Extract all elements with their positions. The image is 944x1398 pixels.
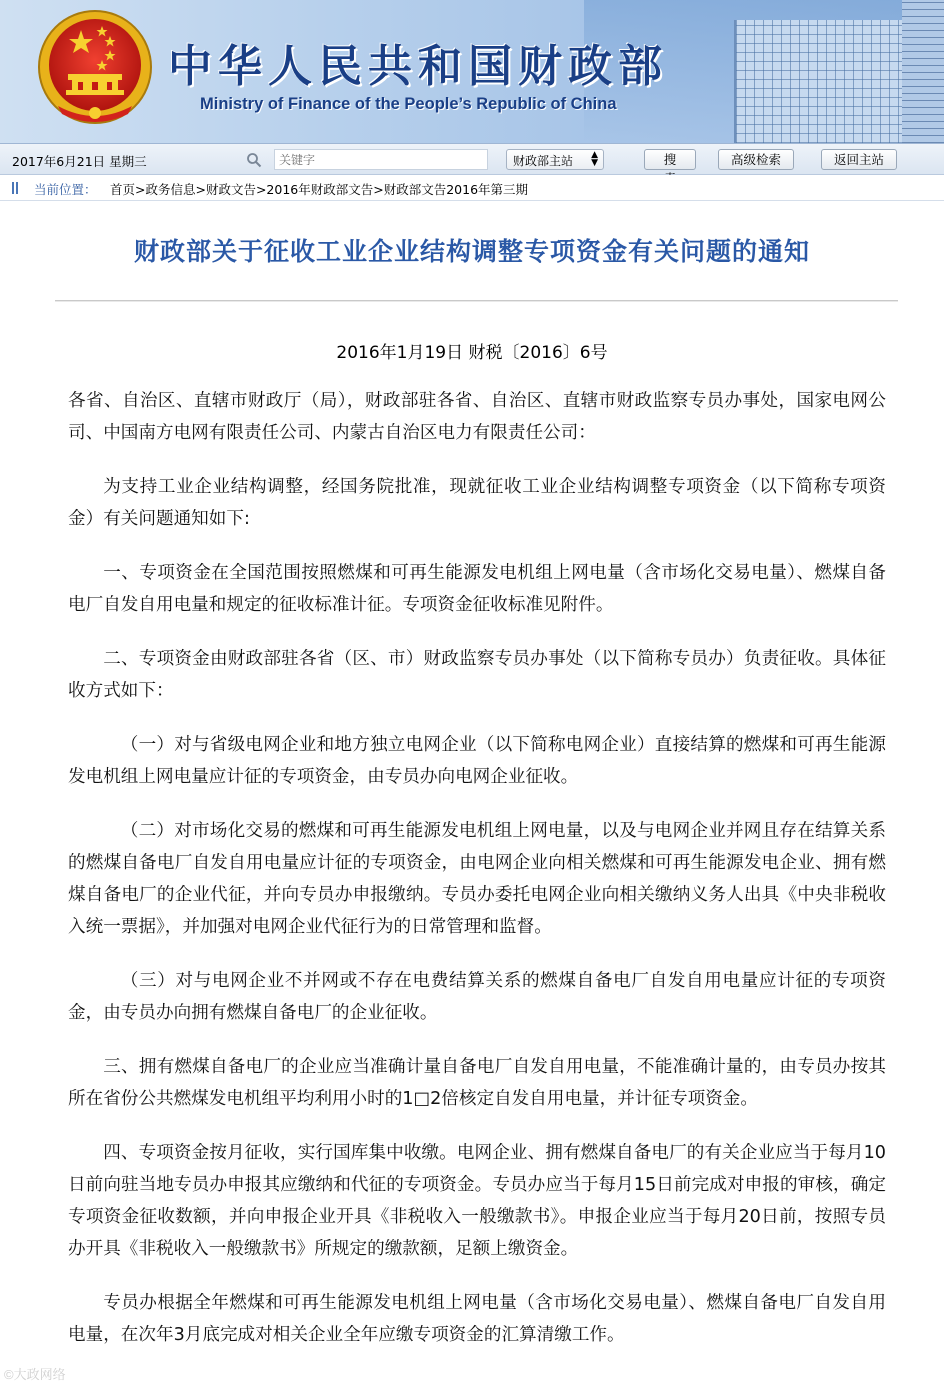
site-select[interactable] xyxy=(506,149,604,170)
paragraph-recipients: 各省、自治区、直辖市财政厅（局），财政部驻各省、自治区、直辖市财政监察专员办事处，国家电网公司、中国南方电网有限责任公司、内蒙古自治区电力有限责任公司： xyxy=(68,391,886,443)
breadcrumb-label: 当前位置： xyxy=(34,182,97,197)
paragraph-item-4: 四、专项资金按月征收，实行国库集中收缴。电网企业、拥有燃煤自备电厂的有关企业应当于每月10日前向驻当地专员办申报其应缴纳和代征的专项资金。专员办应当于每月15日前完成对申报的审核，确定专项资金征收数额，并向申报企业开具《非税收入一般缴款书》。申报企业应当于每月20日前，按照专员办开具《非税收入一般缴款书》所规定的缴款额，足额上缴资金。 xyxy=(68,1143,886,1259)
paragraph-intro: 为支持工业企业结构调整，经国务院批准，现就征收工业企业结构调整专项资金（以下简称专项资金）有关问题通知如下: xyxy=(68,477,886,529)
current-date: 2017年6月21日 星期三 xyxy=(12,154,147,169)
site-banner xyxy=(0,0,944,143)
breadcrumb-marker-icon xyxy=(12,182,18,194)
banner-building-edge xyxy=(902,0,944,143)
breadcrumb-path[interactable]: 首页>政务信息>财政文告>2016年财政部文告>财政部文告2016年第三期 xyxy=(110,182,529,197)
updown-arrows-icon: ▲ ▼ xyxy=(591,150,598,168)
search-icon xyxy=(246,152,262,168)
paragraph-item-3: 三、拥有燃煤自备电厂的企业应当准确计量自备电厂自发自用电量，不能准确计量的，由专员办按其所在省份公共燃煤发电机组平均利用小时的1□2倍核定自发自用电量，并计征专项资金。 xyxy=(68,1057,886,1109)
search-button[interactable]: 搜 xyxy=(644,149,696,170)
site-title-en: Ministry of Finance of the People’s Republic of China xyxy=(200,95,617,113)
paragraph-item-4-settlement: 专员办根据全年燃煤和可再生能源发电机组上网电量（含市场化交易电量）、燃煤自备电厂自发自用电量，在次年3月底完成对相关企业全年应缴专项资金的汇算清缴工作。 xyxy=(68,1293,886,1345)
site-select-value: 财政部主站 xyxy=(513,154,574,168)
national-emblem-icon xyxy=(36,8,154,126)
banner-building-graphic xyxy=(734,20,904,143)
breadcrumb xyxy=(0,175,944,201)
article-title: 财政部关于征收工业企业结构调整专项资金有关问题的通知 xyxy=(133,237,810,266)
search-input[interactable] xyxy=(274,149,488,170)
document-date-number: 2016年1月19日 财税〔2016〕6号 xyxy=(336,343,608,363)
advanced-search-button[interactable]: 高级检索 xyxy=(718,149,794,170)
paragraph-item-1: 一、专项资金在全国范围按照燃煤和可再生能源发电机组上网电量（含市场化交易电量）、燃煤自备电厂自发自用电量和规定的征收标准计征。专项资金征收标准见附件。 xyxy=(68,563,886,615)
paragraph-item-2: 二、专项资金由财政部驻各省（区、市）财政监察专员办事处（以下简称专员办）负责征收。具体征收方式如下： xyxy=(68,649,886,701)
site-title-cn: 中华人民共和国财政部 xyxy=(168,41,668,92)
top-toolbar xyxy=(0,143,944,175)
watermark: ©大政网络 xyxy=(4,1367,66,1382)
paragraph-item-2-2: （二）对市场化交易的燃煤和可再生能源发电机组上网电量，以及与电网企业并网且存在结算关系的燃煤自备电厂自发自用电量应计征的专项资金，由电网企业向相关燃煤和可再生能源发电企业、拥有燃煤自备电厂的企业代征，并向专员办申报缴纳。专员办委托电网企业向相关缴纳义务人出具《中央非税收入统一票据》，并加强对电网企业代征行为的日常管理和监督。 xyxy=(68,821,886,937)
paragraph-item-2-3: （三）对与电网企业不并网或不存在电费结算关系的燃煤自备电厂自发自用电量应计征的专项资金，由专员办向拥有燃煤自备电厂的企业征收。 xyxy=(68,971,886,1023)
paragraph-item-2-1: （一）对与省级电网企业和地方独立电网企业（以下简称电网企业）直接结算的燃煤和可再生能源发电机组上网电量应计征的专项资金，由专员办向电网企业征收。 xyxy=(68,735,886,787)
title-divider xyxy=(55,300,898,302)
article-body xyxy=(68,385,886,1373)
back-to-home-button[interactable]: 返回主站 xyxy=(821,149,897,170)
